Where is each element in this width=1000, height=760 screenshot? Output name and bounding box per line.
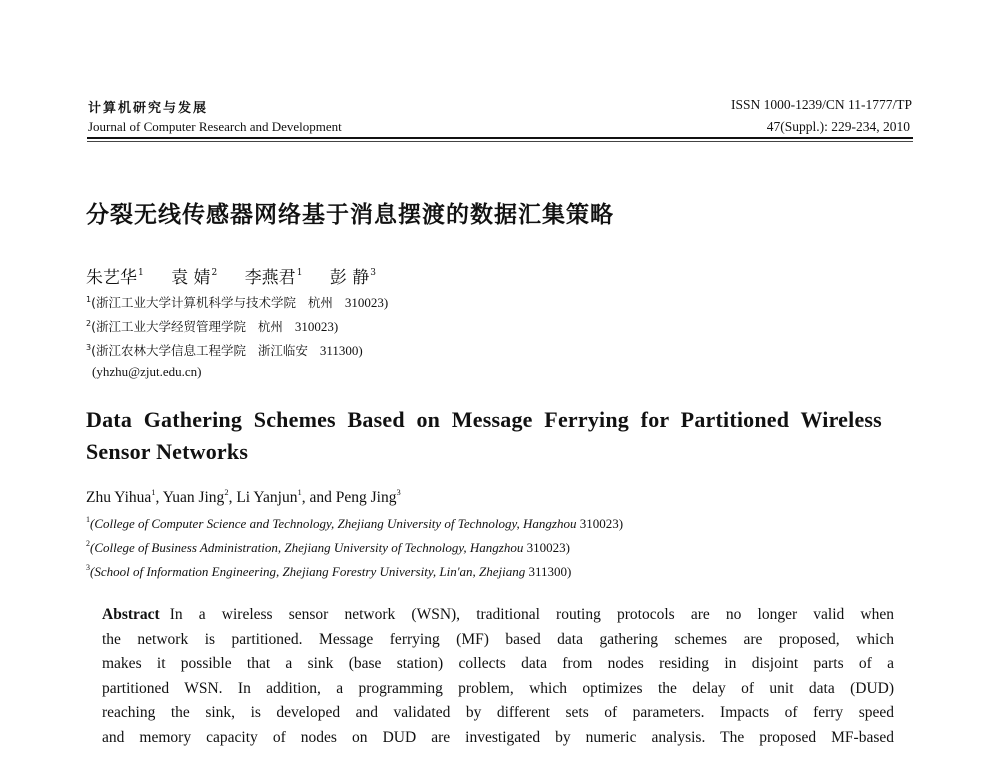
- author-cn: 彭 静$^3$: [329, 268, 376, 288]
- affiliation-cn: $^3$(浙江农林大学信息工程学院 浙江临安 311300): [86, 343, 363, 358]
- affiliation-en: $^1$(College of Computer Science and Technology, Zhejiang University of Technology, Hangzhou 310023): [86, 515, 624, 531]
- affiliation-cn: $^2$(浙江工业大学经贸管理学院 杭州 310023): [86, 319, 339, 334]
- abstract-line: and memory capacity of nodes on DUD are investigated by numeric analysis. The proposed MF-based: [102, 728, 894, 746]
- header-rule-thin: [87, 141, 913, 142]
- author-en: Li Yanjun$^1$, and: [236, 487, 336, 506]
- header-rule-thick: [87, 137, 913, 139]
- journal-issn: ISSN 1000-1239/CN 11-1777/TP: [730, 97, 912, 112]
- affiliation-en: $^3$(School of Information Engineering, Zhejiang Forestry University, Lin'an, Zhejiang 311300): [86, 563, 572, 579]
- abstract-line: Abstract In a wireless sensor network (WSN), traditional routing protocols are no longer valid when: [102, 606, 894, 623]
- abstract-line: reaching the sink, is developed and validated by different sets of parameters. Impacts of ferry speed: [102, 704, 894, 721]
- author-list-en: [86, 487, 401, 507]
- paper-title-cn: 分裂无线传感器网络基于消息摆渡的数据汇集策略: [86, 202, 614, 228]
- author-cn: 袁 婧$^2$: [171, 268, 218, 288]
- contact-email: (yhzhu@zjut.edu.cn): [92, 364, 202, 379]
- abstract-line: the network is partitioned. Message ferrying (MF) based data gathering schemes are proposed, which: [102, 630, 894, 648]
- affiliation-en: $^2$(College of Business Administration, Zhejiang University of Technology, Hangzhou 310023): [86, 539, 570, 555]
- author-cn: 李燕君$^1$: [244, 268, 303, 288]
- abstract-line: makes it possible that a sink (base station) collects data from nodes residing in disjoint parts of a: [102, 655, 894, 672]
- abstract-line: partitioned WSN. In addition, a programming problem, which optimizes the delay of unit data (DUD): [102, 679, 894, 697]
- author-cn: 朱艺华$^1$: [86, 268, 144, 288]
- author-en: Zhu Yihua$^1$,: [86, 487, 163, 506]
- author-list-cn: [86, 263, 398, 288]
- journal-name-cn: 计算机研究与发展: [88, 101, 209, 116]
- abstract-label: Abstract: [102, 606, 160, 623]
- affiliation-cn: $^1$(浙江工业大学计算机科学与技术学院 杭州 310023): [86, 295, 389, 310]
- journal-volume-pages: 47(Suppl.): 229-234, 2010: [766, 119, 910, 134]
- paper-title-en: Data Gathering Schemes Based on Message Ferrying for Partitioned Wireless Sensor Networks: [86, 407, 882, 464]
- author-en: Yuan Jing$^2$,: [162, 487, 237, 506]
- author-en: Peng Jing$^3$: [335, 487, 401, 506]
- abstract: [102, 603, 894, 750]
- journal-name-en: Journal of Computer Research and Development: [88, 119, 342, 134]
